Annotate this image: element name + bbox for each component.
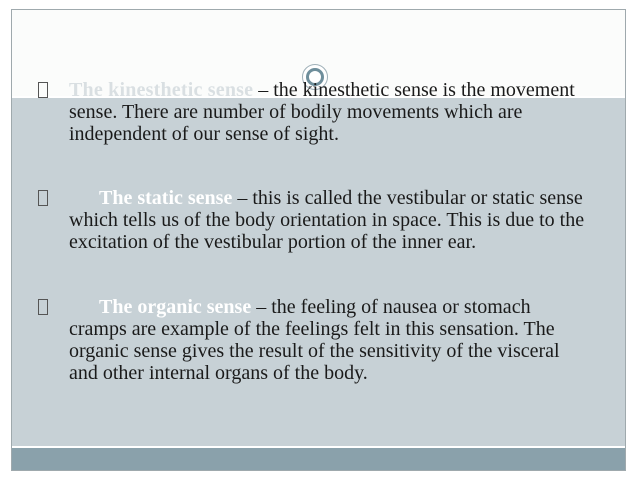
bullet-text	[69, 187, 593, 253]
bullet-term: The organic sense	[99, 296, 252, 318]
bullet-dash: –	[253, 79, 274, 101]
bullet-kinesthetic	[38, 79, 593, 145]
bullet-marker-icon	[38, 299, 48, 315]
bullet-term: The kinesthetic sense	[69, 79, 254, 101]
bullet-dash: –	[251, 296, 272, 318]
bullet-text	[69, 79, 593, 145]
bullet-dash: –	[232, 187, 253, 209]
bullet-body: the kinesthetic sense is the movement sense. There are number of bodily movements which are independent of our sense of sight.	[69, 79, 575, 145]
bullet-organic	[38, 296, 593, 384]
bullet-static	[38, 187, 593, 253]
bullet-marker-icon	[38, 82, 48, 98]
bullet-marker-icon	[38, 190, 48, 206]
bullet-body: this is called the vestibular or static sense which tells us of the body orientation in space. This is due to the excitation of the vestibular portion of the inner ear.	[69, 187, 585, 253]
bullet-body: the feeling of nausea or stomach cramps are example of the feelings felt in this sensation. The organic sense gives the result of the sensitivity of the visceral and other internal organs of the body.	[69, 296, 560, 384]
bullet-term: The static sense	[99, 187, 233, 209]
bullet-text	[69, 296, 593, 384]
